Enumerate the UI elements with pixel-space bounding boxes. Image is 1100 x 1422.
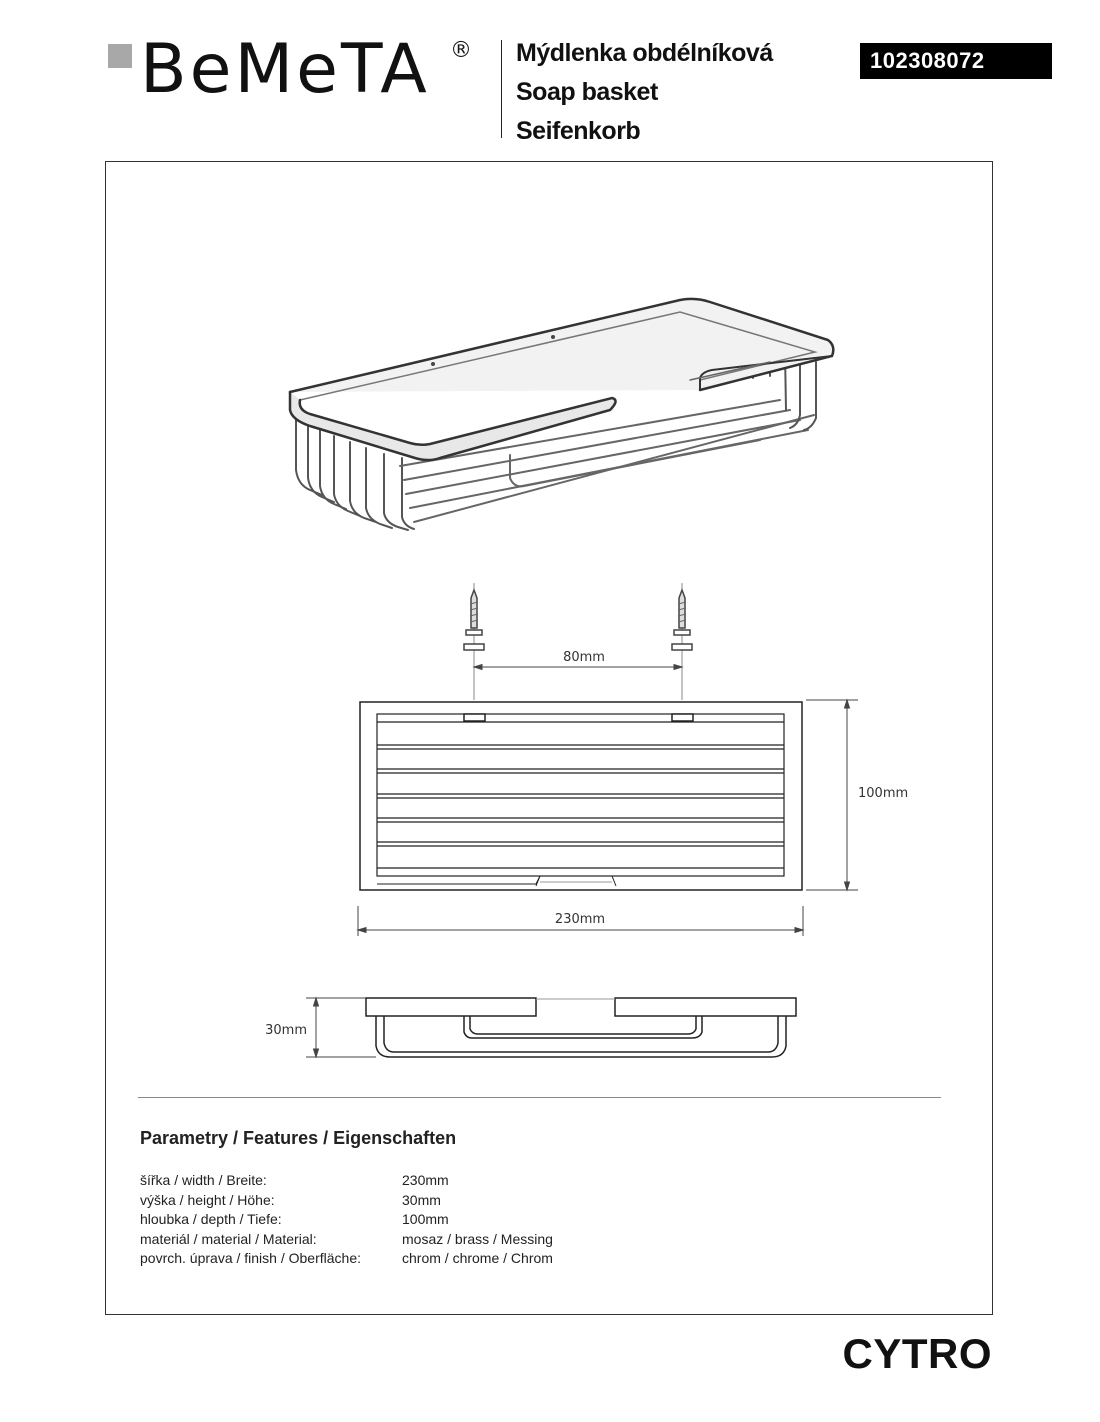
feature-label: hloubka / depth / Tiefe: <box>140 1211 282 1227</box>
feature-label: materiál / material / Material: <box>140 1230 317 1247</box>
dimension-80 <box>474 665 682 670</box>
features-table <box>140 1171 553 1269</box>
dimension-100 <box>806 700 858 890</box>
feature-row <box>140 1210 553 1230</box>
feature-label: povrch. úprava / finish / Oberfläche: <box>140 1250 361 1266</box>
screw-icon <box>672 583 692 700</box>
feature-label: šířka / width / Breite: <box>140 1172 267 1188</box>
feature-row <box>140 1249 553 1269</box>
dimension-100-label: 100mm <box>858 786 909 801</box>
series-name: CYTRO <box>842 1330 992 1377</box>
top-view <box>360 702 802 890</box>
registered-mark: ® <box>450 38 472 63</box>
feature-value: mosaz / brass / Messing <box>402 1230 553 1247</box>
title-cz: Mýdlenka obdélníková <box>516 39 773 67</box>
screw-icon <box>464 583 484 700</box>
section-divider <box>138 1097 941 1098</box>
feature-value: 30mm <box>402 1191 441 1208</box>
product-illustration <box>290 299 833 530</box>
features-title: Parametry / Features / Eigenschaften <box>140 1128 457 1148</box>
dimension-30-label: 30mm <box>265 1023 307 1038</box>
brand-logo: BeMeTA <box>140 30 430 109</box>
dimension-80-label: 80mm <box>563 650 605 665</box>
title-en: Soap basket <box>516 78 658 106</box>
feature-row <box>140 1191 553 1211</box>
dimension-230-label: 230mm <box>554 912 606 927</box>
side-view <box>366 998 796 1057</box>
feature-label: výška / height / Höhe: <box>140 1191 275 1208</box>
product-code: 102308072 <box>860 43 1052 79</box>
feature-value: chrom / chrome / Chrom <box>402 1250 553 1266</box>
feature-value: 230mm <box>402 1172 449 1188</box>
feature-row <box>140 1230 553 1250</box>
title-de: Seifenkorb <box>516 117 641 145</box>
feature-row <box>140 1171 553 1191</box>
feature-value: 100mm <box>402 1211 449 1227</box>
